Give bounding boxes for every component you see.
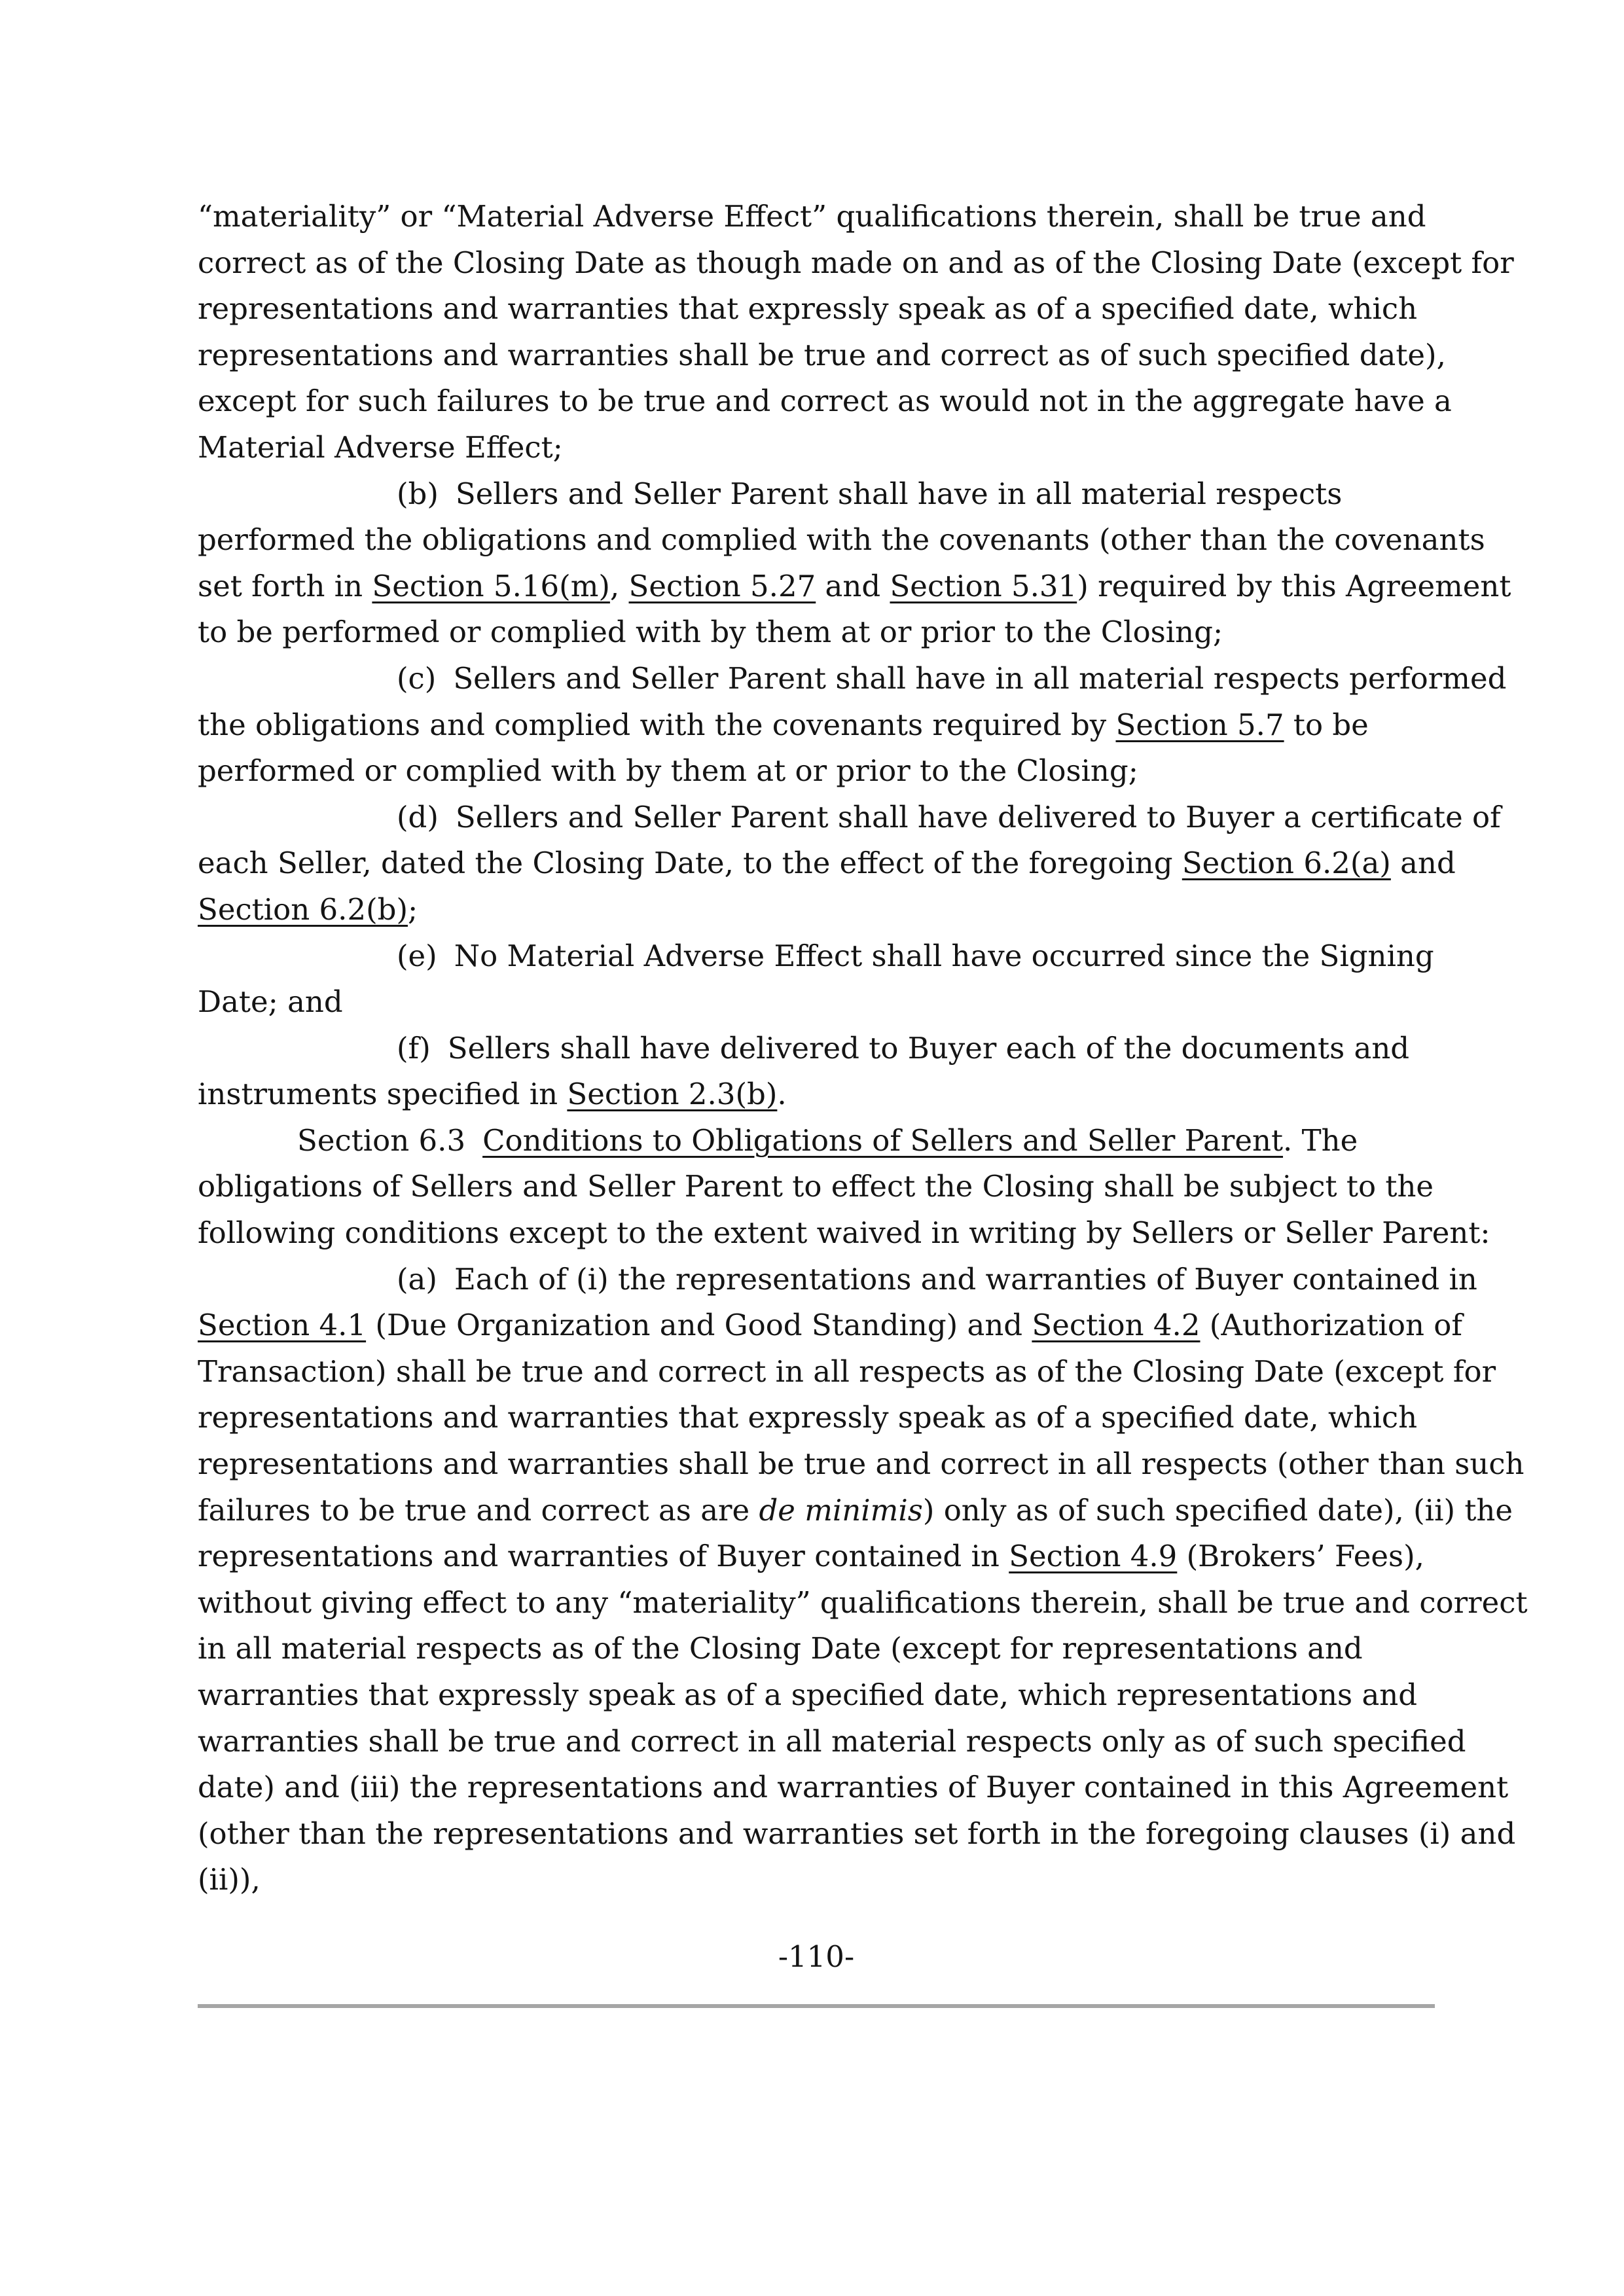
clause-label: (e) <box>397 938 437 973</box>
section-reference: Section 5.16(m) <box>372 568 610 603</box>
text-line <box>198 887 1441 933</box>
text-run: , <box>609 568 629 603</box>
paragraph-e <box>198 933 1441 1026</box>
text-line: representations and warranties shall be true and correct in all respects (other than such <box>198 1446 1525 1482</box>
text-line: representations and warranties that expressly speak as of a specified date, which <box>198 291 1418 327</box>
text-run: Sellers and Seller Parent shall have in all material respects <box>455 476 1343 511</box>
clause-label: (c) <box>397 660 437 696</box>
text-run: ) required by this Agreement <box>1077 568 1511 603</box>
text-line: except for such failures to be true and correct as would not in the aggregate have a <box>198 384 1452 419</box>
text-line: Date; and <box>198 984 343 1020</box>
text-run: and <box>816 568 890 603</box>
text-line: in all material respects as of the Closing Date (except for representations and <box>198 1631 1363 1666</box>
section-reference: Section 4.9 <box>1009 1539 1178 1574</box>
paragraph-b <box>198 471 1511 656</box>
text-line: performed the obligations and complied with the covenants (other than the covenants <box>198 522 1485 558</box>
text-run: (Authorization of <box>1200 1308 1463 1343</box>
text-run: the obligations and complied with the covenants required by <box>198 707 1116 742</box>
text-line <box>198 564 1511 610</box>
section-reference: Section 6.2(a) <box>1182 846 1391 881</box>
text-run: instruments specified in <box>198 1077 568 1112</box>
text-line <box>198 1302 1463 1349</box>
section-reference: Section 4.2 <box>1032 1308 1200 1343</box>
clause-label: (b) <box>397 476 439 511</box>
section-reference: Section 6.2(b) <box>198 891 408 927</box>
text-line: date) and (iii) the representations and warranties of Buyer contained in this Agreement <box>198 1770 1509 1805</box>
text-line: to be performed or complied with by them at or prior to the Closing; <box>198 615 1223 650</box>
text-line <box>198 471 1441 518</box>
text-line <box>198 1026 1441 1072</box>
clause-label: (f) <box>397 1030 431 1066</box>
text-line: without giving effect to any “materiality” qualifications therein, shall be true and correct <box>198 1585 1528 1620</box>
page-number: -110- <box>778 1939 855 1974</box>
text-line <box>198 795 1501 841</box>
text-line: warranties that expressly speak as of a specified date, which representations and <box>198 1677 1418 1712</box>
text-line: representations and warranties that expressly speak as of a specified date, which <box>198 1400 1418 1435</box>
section-number: Section 6.3 <box>297 1122 466 1158</box>
text-run: Each of (i) the representations and warranties of Buyer contained in <box>454 1261 1477 1297</box>
section-6-3 <box>198 1118 1490 1257</box>
document-page <box>198 194 1528 1903</box>
section-reference: Section 2.3(b) <box>567 1077 778 1112</box>
text-line: correct as of the Closing Date as though made on and as of the Closing Date (except for <box>198 245 1514 280</box>
clause-label: (a) <box>397 1261 437 1297</box>
paragraph-intro <box>198 194 1514 471</box>
text-run: set forth in <box>198 568 372 603</box>
text-line: obligations of Sellers and Seller Parent to effect the Closing shall be subject to the <box>198 1169 1434 1204</box>
paragraph-c <box>198 656 1507 795</box>
text-line <box>198 1488 1513 1534</box>
text-line <box>198 933 1441 980</box>
text-run: representations and warranties of Buyer contained in <box>198 1539 1009 1574</box>
paragraph-6-3-a <box>198 1257 1528 1903</box>
text-line <box>198 1534 1441 1580</box>
text-run: ) only as of such specified date), (ii) the <box>922 1492 1513 1528</box>
text-line: “materiality” or “Material Adverse Effect” qualifications therein, shall be true and <box>198 199 1426 234</box>
section-heading: Conditions to Obligations of Sellers and Seller Parent <box>482 1122 1284 1158</box>
text-line <box>198 840 1456 887</box>
text-run: failures to be true and correct as are <box>198 1492 759 1528</box>
text-run: . <box>777 1077 787 1112</box>
text-line <box>198 1071 1441 1118</box>
section-reference: Section 5.27 <box>628 568 816 603</box>
paragraph-d <box>198 795 1501 933</box>
text-line <box>198 1118 1441 1164</box>
section-reference: Section 5.31 <box>890 568 1077 603</box>
text-run: (Due Organization and Good Standing) and <box>366 1308 1032 1343</box>
text-line: Material Adverse Effect; <box>198 429 563 465</box>
text-run: Sellers and Seller Parent shall have in all material respects performed <box>453 660 1507 696</box>
text-line: representations and warranties shall be true and correct as of such specified date), <box>198 337 1446 372</box>
text-run: ; <box>408 891 418 927</box>
text-line: performed or complied with by them at or prior to the Closing; <box>198 753 1138 789</box>
clause-label: (d) <box>397 799 439 834</box>
italic-term: de minimis <box>759 1492 923 1528</box>
text-run: . The <box>1283 1122 1358 1158</box>
section-reference: Section 5.7 <box>1115 707 1284 742</box>
text-line: warranties shall be true and correct in all material respects only as of such specified <box>198 1723 1466 1759</box>
text-line <box>198 656 1507 702</box>
text-line: Transaction) shall be true and correct in all respects as of the Closing Date (except for <box>198 1354 1496 1389</box>
paragraph-f <box>198 1026 1441 1118</box>
text-line: following conditions except to the extent waived in writing by Sellers or Seller Parent: <box>198 1215 1490 1251</box>
text-run: Sellers shall have delivered to Buyer each of the documents and <box>447 1030 1410 1066</box>
footer-divider <box>198 2004 1435 2008</box>
text-line: (ii)), <box>198 1862 261 1897</box>
section-reference: Section 4.1 <box>198 1308 367 1343</box>
text-run: to be <box>1284 707 1369 742</box>
text-run: Sellers and Seller Parent shall have delivered to Buyer a certificate of <box>455 799 1501 834</box>
text-run: (Brokers’ Fees), <box>1177 1539 1424 1574</box>
text-line <box>198 1257 1477 1303</box>
text-run: each Seller, dated the Closing Date, to the effect of the foregoing <box>198 846 1182 881</box>
text-run: and <box>1390 846 1456 881</box>
text-line <box>198 702 1441 749</box>
text-run: No Material Adverse Effect shall have occurred since the Signing <box>454 938 1434 973</box>
text-line: (other than the representations and warranties set forth in the foregoing clauses (i) and <box>198 1816 1516 1851</box>
